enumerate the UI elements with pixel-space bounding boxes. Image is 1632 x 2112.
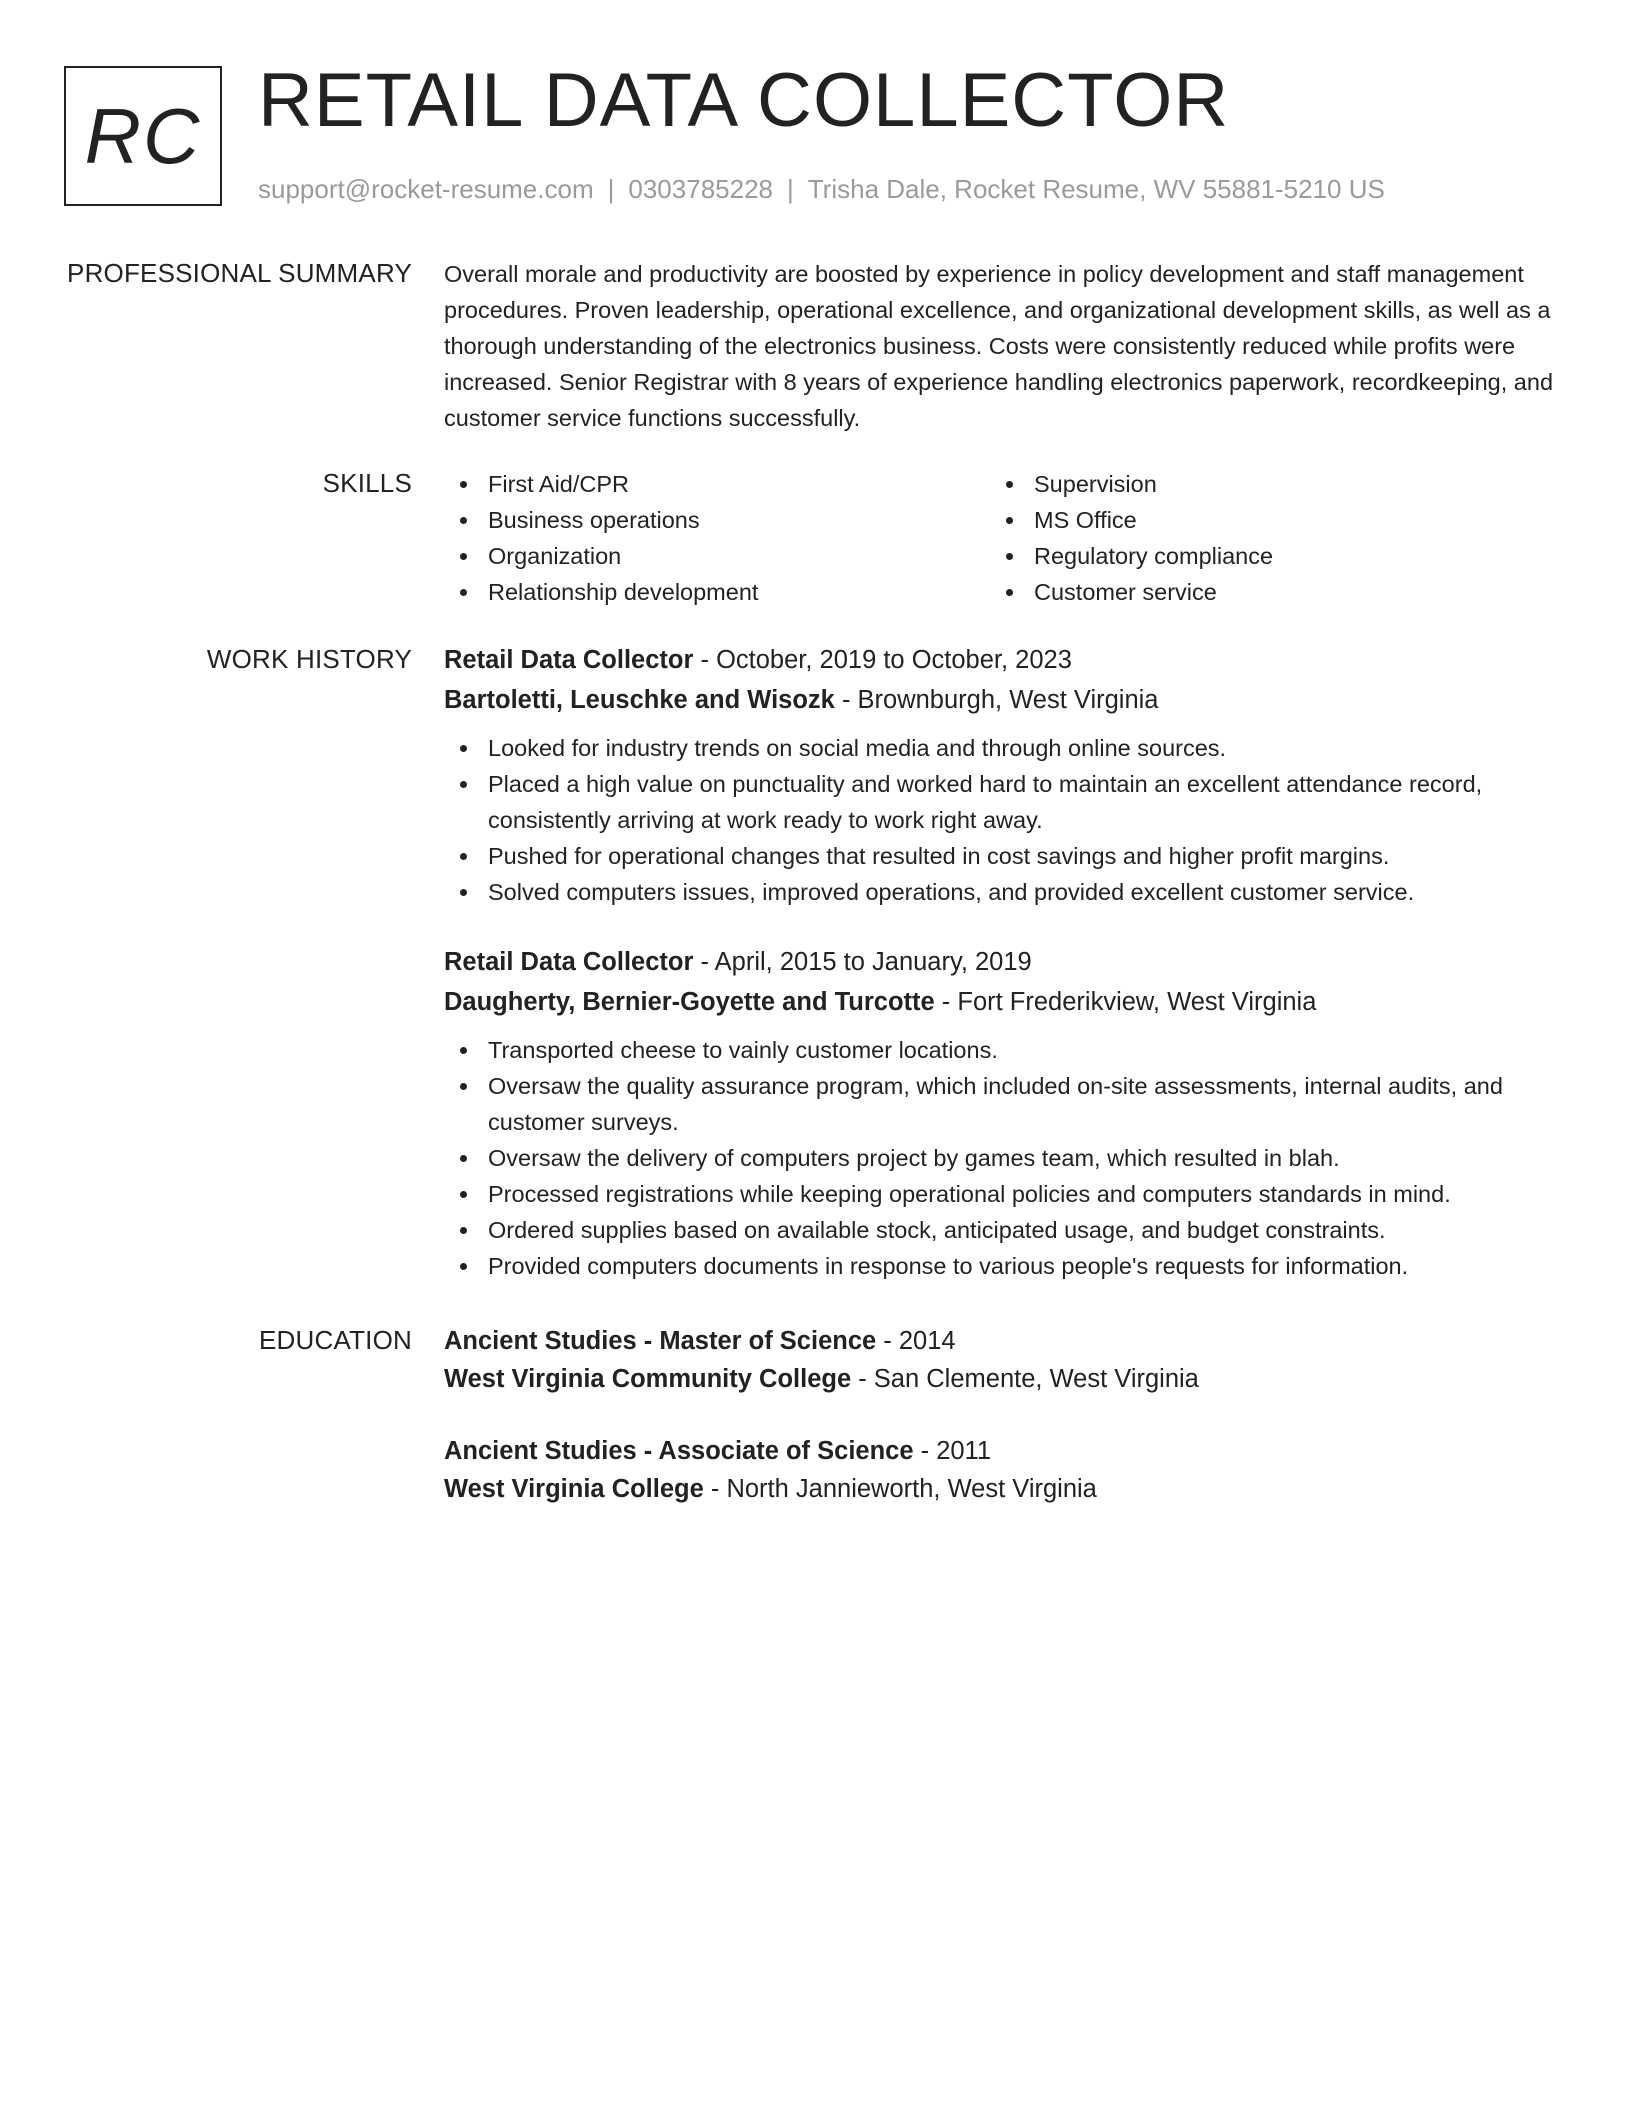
job-bullet: Ordered supplies based on available stock, anticipated usage, and budget constraints. <box>444 1212 1564 1248</box>
education-year: - 2011 <box>913 1437 992 1465</box>
job-title-line <box>444 640 1564 680</box>
education-degree-line <box>444 1431 1564 1471</box>
job-bullet: Placed a high value on punctuality and worked hard to maintain an excellent attendance record, consistently arriving at work ready to work right away. <box>444 766 1564 838</box>
section-heading-skills: SKILLS <box>322 468 412 498</box>
job-title: Retail Data Collector <box>444 646 694 674</box>
monogram-logo: RC <box>64 66 222 206</box>
work-body <box>444 640 1564 1284</box>
contact-address: Trisha Dale, Rocket Resume, WV 55881-5210 US <box>807 174 1385 204</box>
education-school: West Virginia Community College <box>444 1365 852 1393</box>
contact-separator: | <box>607 174 615 204</box>
education-degree: Ancient Studies - Associate of Science <box>444 1437 914 1465</box>
job-title-line <box>444 942 1564 982</box>
education-school: West Virginia College <box>444 1475 704 1503</box>
job-bullet: Oversaw the quality assurance program, which included on-site assessments, internal audits, and customer surveys. <box>444 1068 1564 1140</box>
education-degree: Ancient Studies - Master of Science <box>444 1327 877 1355</box>
job-company: Bartoletti, Leuschke and Wisozk <box>444 686 835 714</box>
skill-item: Regulatory compliance <box>990 538 1536 574</box>
job-bullet: Provided computers documents in response to various people's requests for information. <box>444 1248 1564 1284</box>
skill-item: First Aid/CPR <box>444 466 990 502</box>
job-company-line <box>444 680 1564 720</box>
education-entry <box>444 1431 1564 1509</box>
contact-line <box>258 172 1385 206</box>
skills-list-left <box>444 466 990 610</box>
skill-item: Customer service <box>990 574 1536 610</box>
skills-body <box>444 466 1564 610</box>
education-degree-line <box>444 1321 1564 1361</box>
job-bullets <box>444 730 1564 910</box>
skill-item: MS Office <box>990 502 1536 538</box>
job-bullet: Transported cheese to vainly customer locations. <box>444 1032 1564 1068</box>
job-dates: - October, 2019 to October, 2023 <box>693 646 1072 674</box>
job-bullet: Solved computers issues, improved operations, and provided excellent customer service. <box>444 874 1564 910</box>
contact-separator: | <box>787 174 794 204</box>
skill-item: Relationship development <box>444 574 990 610</box>
summary-body <box>444 256 1564 436</box>
contact-phone: 0303785228 <box>628 174 773 204</box>
job-bullet: Pushed for operational changes that resulted in cost savings and higher profit margins. <box>444 838 1564 874</box>
job-company: Daugherty, Bernier-Goyette and Turcotte <box>444 988 935 1016</box>
section-heading-education: EDUCATION <box>259 1325 412 1355</box>
section-heading-summary: PROFESSIONAL SUMMARY <box>67 258 412 288</box>
job-location: - Brownburgh, West Virginia <box>834 686 1159 714</box>
job-bullet: Looked for industry trends on social media and through online sources. <box>444 730 1564 766</box>
skills-list-right <box>990 466 1536 610</box>
skill-item: Organization <box>444 538 990 574</box>
education-body <box>444 1321 1564 1509</box>
education-entry <box>444 1321 1564 1399</box>
job-dates: - April, 2015 to January, 2019 <box>693 948 1032 976</box>
education-location: - San Clemente, West Virginia <box>851 1365 1199 1393</box>
contact-email: support@rocket-resume.com <box>258 174 594 204</box>
job-company-line <box>444 982 1564 1022</box>
job-title: Retail Data Collector <box>444 948 694 976</box>
education-year: - 2014 <box>876 1327 956 1355</box>
job-bullet: Oversaw the delivery of computers project by games team, which resulted in blah. <box>444 1140 1564 1176</box>
job-bullets <box>444 1032 1564 1284</box>
summary-text: Overall morale and productivity are boosted by experience in policy development and staff management procedures. Proven leadership, operational excellence, and organizational development skills, as well as a thorough understanding of the electronics business. Costs were consistently reduced while profits were increased. Senior Registrar with 8 years of experience handling electronics paperwork, recordkeeping, and customer service functions successfully. <box>444 261 1554 431</box>
job-bullet: Processed registrations while keeping operational policies and computers standards in mind. <box>444 1176 1564 1212</box>
education-school-line <box>444 1359 1564 1399</box>
job-entry <box>444 640 1564 910</box>
job-location: - Fort Frederikview, West Virginia <box>934 988 1317 1016</box>
section-heading-work: WORK HISTORY <box>206 644 412 674</box>
skill-item: Supervision <box>990 466 1536 502</box>
education-location: - North Jannieworth, West Virginia <box>703 1475 1097 1503</box>
job-entry <box>444 942 1564 1284</box>
page-title: RETAIL DATA COLLECTOR <box>258 58 1230 143</box>
skill-item: Business operations <box>444 502 990 538</box>
education-school-line <box>444 1469 1564 1509</box>
